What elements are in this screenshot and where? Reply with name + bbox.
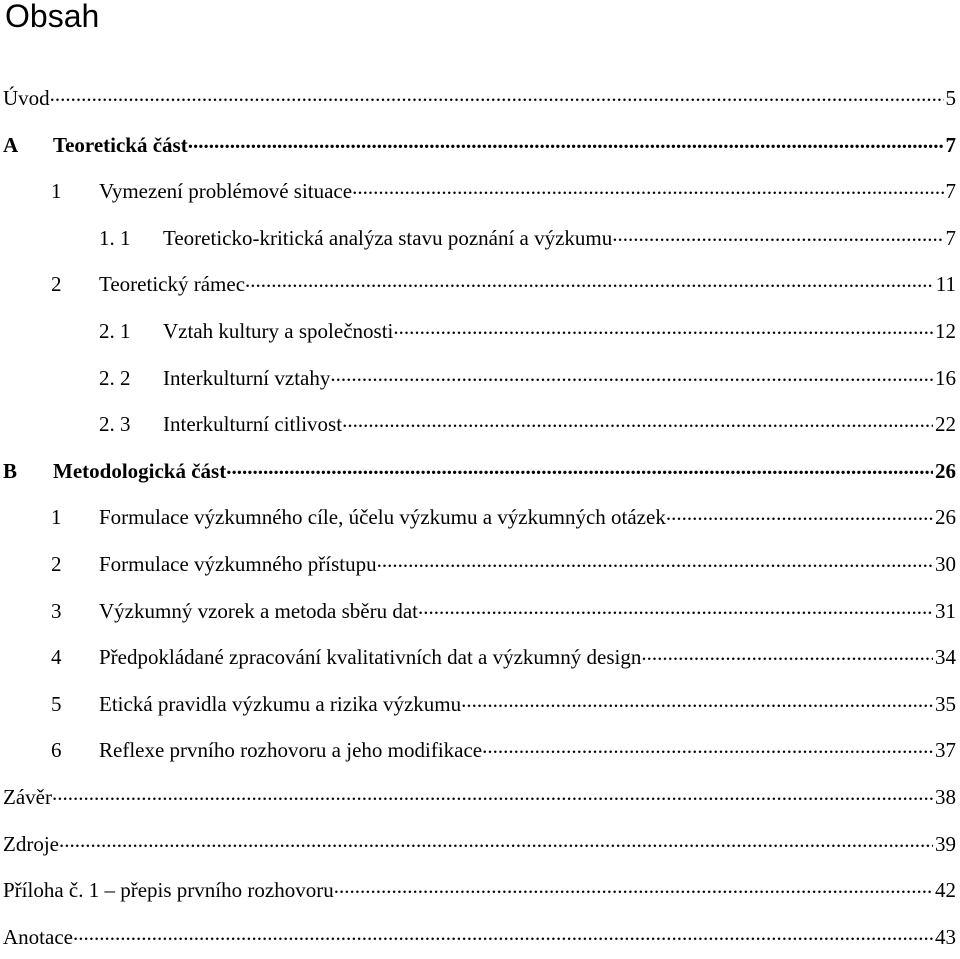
toc-entry-uvod[interactable] — [0, 74, 960, 121]
toc-entry-b-6[interactable] — [0, 726, 960, 773]
toc-page-number: 37 — [935, 738, 960, 763]
toc-entry-b-2[interactable] — [0, 540, 960, 587]
toc-number: 1 — [0, 179, 99, 204]
toc-entry-priloha-1[interactable] — [0, 866, 960, 913]
toc-number: 2. 1 — [0, 319, 163, 344]
toc-leader-dots — [334, 876, 933, 897]
toc-page-number: 42 — [935, 878, 960, 903]
toc-leader-dots — [393, 317, 933, 338]
toc-number: 3 — [0, 599, 99, 624]
toc-page-number: 7 — [946, 179, 960, 204]
toc-leader-dots — [641, 643, 933, 664]
toc-leader-dots — [418, 597, 933, 618]
toc-label: Příloha č. 1 – přepis prvního rozhovoru — [3, 878, 334, 903]
toc-page-number: 43 — [935, 925, 960, 950]
toc-leader-dots — [245, 270, 934, 291]
toc-leader-dots — [59, 830, 933, 851]
toc-number: B — [0, 459, 53, 484]
toc-label: Úvod — [3, 86, 50, 111]
toc-leader-dots — [666, 503, 933, 524]
toc-label: Etická pravidla výzkumu a rizika výzkumu — [99, 692, 461, 717]
toc-page-number: 35 — [935, 692, 960, 717]
toc-entry-part-b[interactable] — [0, 447, 960, 494]
toc-page-number: 31 — [935, 599, 960, 624]
toc-leader-dots — [482, 736, 933, 757]
toc-entry-a-2-1[interactable] — [0, 307, 960, 354]
toc-label: Teoretická část — [53, 133, 188, 158]
toc-page-number: 22 — [935, 412, 960, 437]
toc-page-number: 26 — [935, 459, 960, 484]
toc-entry-b-4[interactable] — [0, 633, 960, 680]
toc-page-number: 16 — [935, 366, 960, 391]
toc-page-number: 12 — [935, 319, 960, 344]
toc-leader-dots — [461, 690, 933, 711]
toc-entry-b-5[interactable] — [0, 680, 960, 727]
toc-entry-a-2-3[interactable] — [0, 400, 960, 447]
toc-page-number: 7 — [946, 226, 960, 251]
toc-entry-zaver[interactable] — [0, 773, 960, 820]
toc-page-number: 26 — [935, 505, 960, 530]
toc-entry-a-2[interactable] — [0, 260, 960, 307]
toc-number: 1. 1 — [0, 226, 163, 251]
toc-leader-dots — [226, 457, 933, 478]
toc-label: Reflexe prvního rozhovoru a jeho modifikace — [99, 738, 482, 763]
toc-entry-anotace[interactable] — [0, 913, 960, 959]
toc-leader-dots — [352, 177, 943, 198]
toc-page-number: 7 — [946, 133, 960, 158]
toc-number: 2. 3 — [0, 412, 163, 437]
toc-label: Teoreticko-kritická analýza stavu poznání a výzkumu — [163, 226, 612, 251]
toc-leader-dots — [612, 224, 943, 245]
toc-entry-a-2-2[interactable] — [0, 354, 960, 401]
toc-leader-dots — [188, 131, 944, 152]
toc-number: 4 — [0, 645, 99, 670]
toc-number: 5 — [0, 692, 99, 717]
toc-entry-b-1[interactable] — [0, 493, 960, 540]
toc-number: 1 — [0, 505, 99, 530]
toc-label: Vymezení problémové situace — [99, 179, 352, 204]
toc-page-number: 39 — [935, 832, 960, 857]
toc-label: Výzkumný vzorek a metoda sběru dat — [99, 599, 418, 624]
toc-leader-dots — [50, 84, 944, 105]
toc-number: 2 — [0, 552, 99, 577]
toc-label: Interkulturní vztahy — [163, 366, 330, 391]
toc-entry-zdroje[interactable] — [0, 820, 960, 867]
toc-entry-a-1-1[interactable] — [0, 214, 960, 261]
toc-page-number: 5 — [946, 86, 960, 111]
toc-label: Zdroje — [3, 832, 59, 857]
toc-number: A — [0, 133, 53, 158]
toc-label: Teoretický rámec — [99, 272, 245, 297]
toc-entry-part-a[interactable] — [0, 121, 960, 168]
toc-label: Interkulturní citlivost — [163, 412, 342, 437]
toc-leader-dots — [52, 783, 933, 804]
toc-label: Závěr — [3, 785, 52, 810]
page-title: Obsah — [5, 0, 99, 36]
toc-entry-b-3[interactable] — [0, 587, 960, 634]
toc-label: Metodologická část — [53, 459, 226, 484]
toc-entry-a-1[interactable] — [0, 167, 960, 214]
toc-page-number: 11 — [936, 272, 960, 297]
toc-number: 2. 2 — [0, 366, 163, 391]
toc-leader-dots — [342, 410, 933, 431]
toc-leader-dots — [330, 364, 933, 385]
toc-label: Formulace výzkumného přístupu — [99, 552, 377, 577]
toc-leader-dots — [377, 550, 933, 571]
toc-page-number: 30 — [935, 552, 960, 577]
toc-label: Anotace — [3, 925, 73, 950]
table-of-contents — [0, 74, 960, 959]
toc-label: Formulace výzkumného cíle, účelu výzkumu a výzkumných otázek — [99, 505, 666, 530]
toc-label: Předpokládané zpracování kvalitativních dat a výzkumný design — [99, 645, 641, 670]
toc-leader-dots — [73, 923, 933, 944]
toc-label: Vztah kultury a společnosti — [163, 319, 393, 344]
toc-page-number: 34 — [935, 645, 960, 670]
toc-number: 2 — [0, 272, 99, 297]
toc-number: 6 — [0, 738, 99, 763]
toc-page-number: 38 — [935, 785, 960, 810]
